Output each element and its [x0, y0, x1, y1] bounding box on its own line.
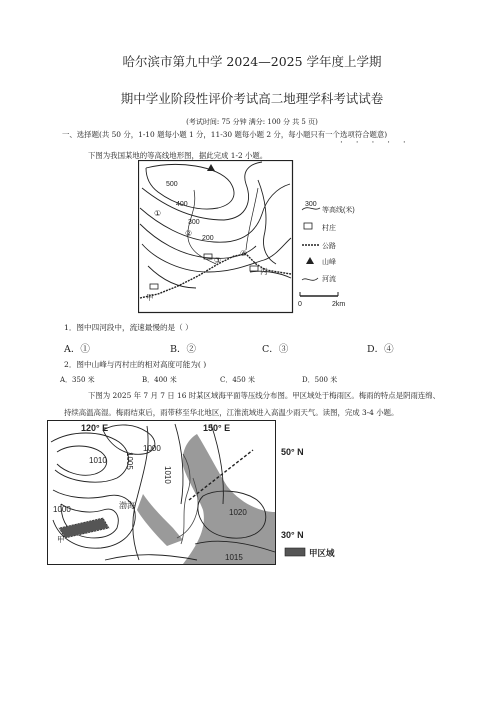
- scale-start: 0: [298, 301, 302, 308]
- isobar-label-1000: 1000: [143, 444, 161, 453]
- contour-label-400: 400: [176, 201, 188, 208]
- contour-map-frame: [139, 161, 293, 313]
- question-2-stem: 2．图中山峰与丙村庄的相对高度可能为( ): [64, 360, 207, 369]
- village-label-jia: 甲: [146, 293, 154, 302]
- scale-end: 2km: [332, 301, 346, 308]
- lon-label-150: 150° E: [203, 423, 231, 433]
- legend-contour-value: 300: [305, 201, 317, 208]
- contour-label-500: 500: [166, 181, 178, 188]
- legend-village-icon: [304, 223, 312, 229]
- lat-label-30: 30° N: [281, 530, 304, 540]
- exam-title-line1: 哈尔滨市第九中学 2024—2025 学年度上学期: [122, 54, 382, 69]
- river-mark-2: ②: [185, 229, 193, 238]
- lat-label-50: 50° N: [281, 447, 304, 457]
- legend-contour-label: 等高线(米): [322, 207, 355, 214]
- map-legend: [298, 201, 355, 308]
- legend-jia-swatch: [285, 548, 305, 556]
- isobar-label-1010-east: 1010: [163, 466, 172, 484]
- legend-road-label: 公路: [322, 243, 336, 250]
- question-1-stem: 1．图中四河段中，流速最慢的是（ ）: [64, 323, 193, 332]
- isobar-map: [47, 420, 367, 566]
- q2-option-d[interactable]: D．500 米: [302, 376, 338, 384]
- q2-option-a[interactable]: A．350 米: [60, 376, 95, 384]
- river-mark-3: ③: [214, 256, 222, 265]
- emphasis-dots: · · · · ·: [340, 138, 411, 148]
- passage-line2: 持续高温高湿。梅雨结束后，雨带移至华北地区，江淮流域进入高温少雨天气。读图，完成 3-4 小题。: [64, 408, 399, 417]
- q1-option-b[interactable]: B．②: [170, 344, 196, 355]
- river-mark-4: ④: [240, 249, 248, 258]
- q1-option-a[interactable]: A．①: [64, 344, 90, 355]
- legend-contour-icon: [302, 208, 320, 210]
- exam-title-line2: 期中学业阶段性评价考试高二地理学科考试试卷: [120, 91, 384, 106]
- lon-label-120: 120° E: [81, 423, 109, 433]
- section-intro: 下图为我国某地的等高线地形图，据此完成 1-2 小题。: [88, 151, 268, 160]
- river-mark-1: ①: [154, 209, 162, 218]
- isobar-label-1005: 1005: [125, 452, 134, 470]
- isobar-label-1020: 1020: [229, 508, 247, 517]
- contour-map: [138, 160, 360, 314]
- q1-option-d[interactable]: D．④: [367, 344, 394, 355]
- q1-option-c[interactable]: C．③: [262, 344, 289, 355]
- legend-jia-label: 甲区域: [309, 548, 335, 558]
- isobar-label-1015: 1015: [225, 553, 243, 562]
- legend-river-icon: [302, 278, 318, 280]
- q2-option-b[interactable]: B．400 米: [142, 376, 177, 384]
- legend-peak-label: 山峰: [322, 259, 336, 266]
- section-heading: 一、选择题(共 50 分，1-10 题每小题 1 分，11-30 题每小题 2 分，每小题只有一个选项符合题意): [62, 130, 388, 139]
- contour-label-300: 300: [188, 219, 200, 226]
- region-label-jia: 甲: [57, 535, 65, 544]
- isobar-label-1010: 1010: [89, 456, 107, 465]
- q2-option-c[interactable]: C．450 米: [220, 376, 255, 384]
- isobar-label-1000-west: 1000: [53, 505, 71, 514]
- legend-peak-icon: [306, 257, 314, 264]
- exam-info: (考试时间: 75 分钟 满分: 100 分 共 5 页): [186, 118, 318, 126]
- village-label-bing: 丙: [260, 267, 268, 276]
- legend-village-label: 村庄: [322, 225, 336, 232]
- sea-label-bohai: 渤海: [119, 501, 135, 510]
- contour-label-200: 200: [202, 235, 214, 242]
- passage-line1: 下图为 2025 年 7 月 7 日 16 时某区域海平面等压线分布图。甲区域处于梅雨区。梅雨的特点是阴雨连绵、: [88, 391, 441, 400]
- legend-river-label: 河流: [322, 276, 336, 283]
